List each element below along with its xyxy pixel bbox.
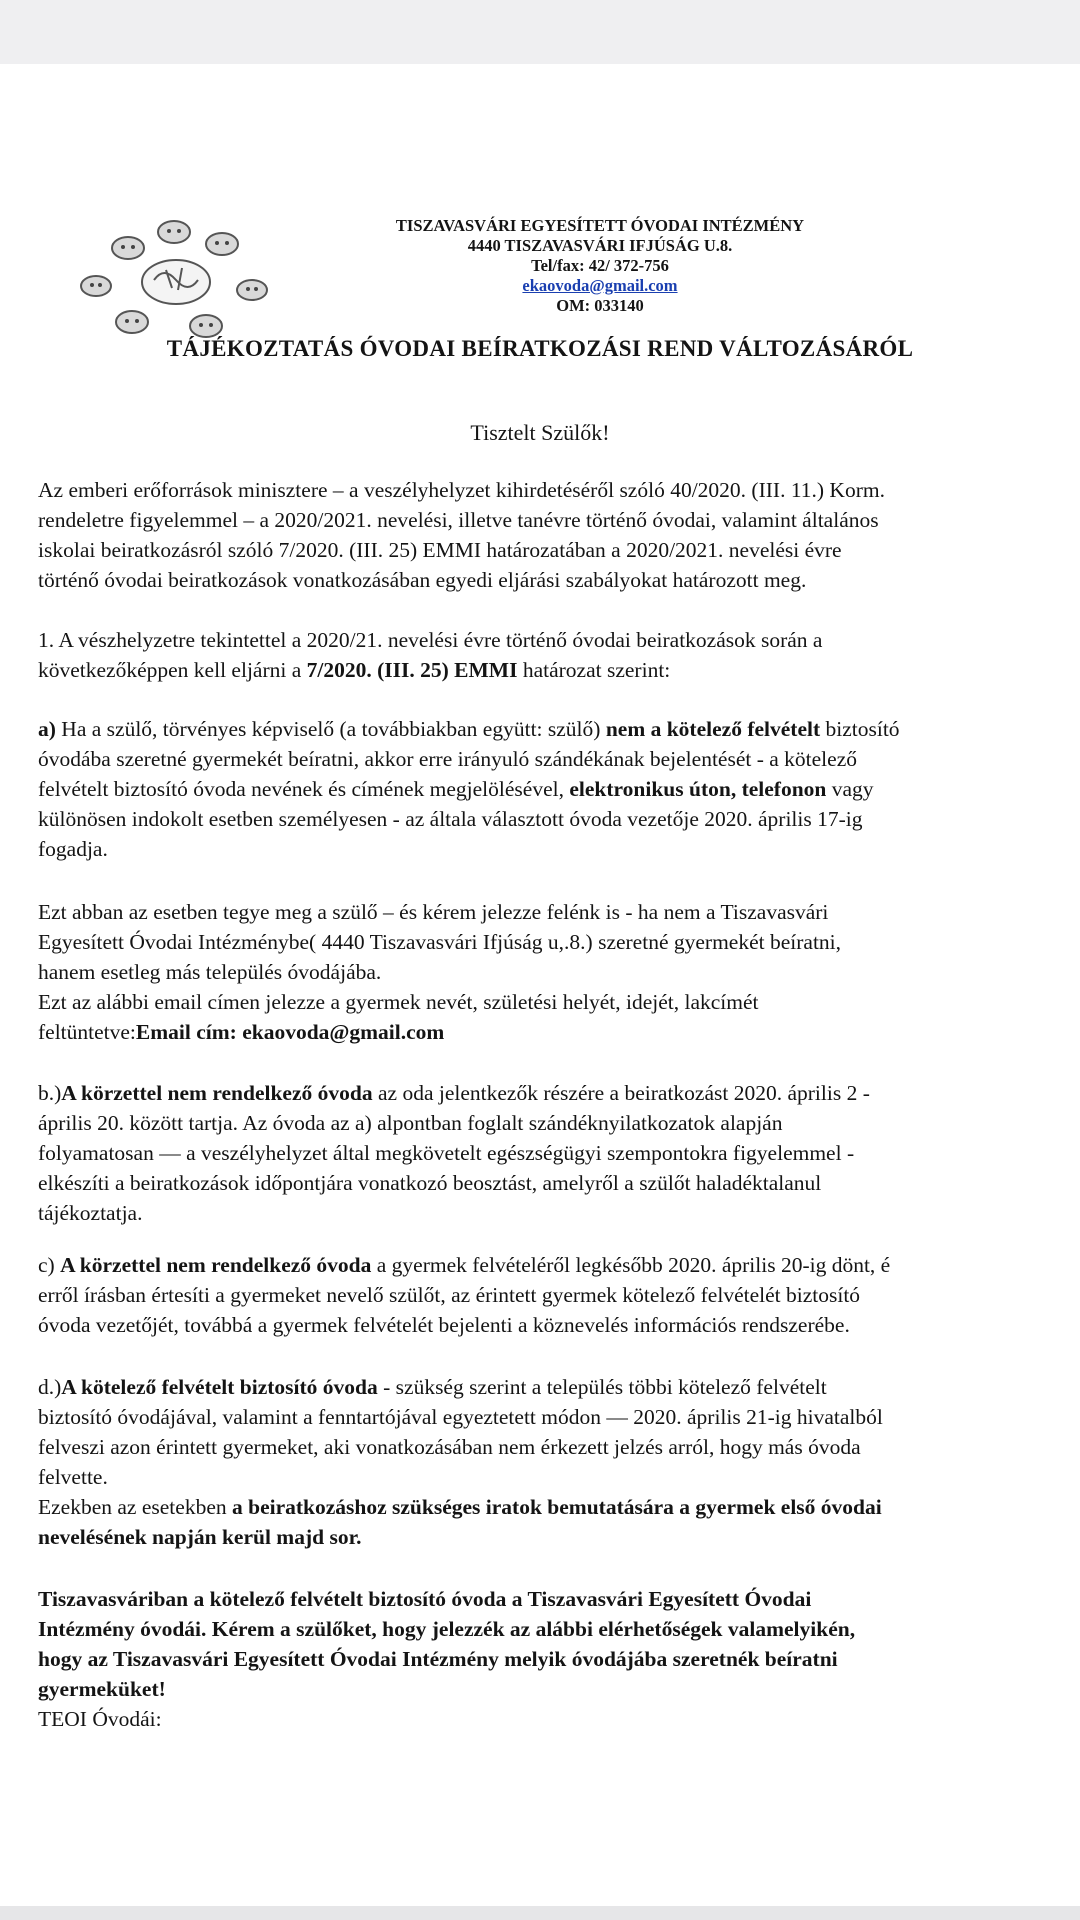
text-line <box>38 1078 870 1108</box>
text-line <box>38 1250 890 1280</box>
bold-text: elektronikus úton, telefonon <box>569 777 827 801</box>
text-span: határozat szerint: <box>517 658 671 682</box>
text-line: óvoda vezetőjét, továbbá a gyermek felvételét bejelenti a köznevelés információs rendszerébe. <box>38 1313 850 1337</box>
text-line: rendeletre figyelemmel – a 2020/2021. nevelési, illetve tanévre történő óvodai, valamint általános <box>38 508 879 532</box>
bold-text: A körzettel nem rendelkező óvoda <box>60 1253 372 1277</box>
kindergarten-logo-icon <box>76 192 276 352</box>
institution-name: TISZAVASVÁRI EGYESÍTETT ÓVODAI INTÉZMÉNY <box>395 216 805 235</box>
text-line: felveszi azon érintett gyermeket, aki vonatkozásában nem érkezett jelzés arról, hogy más óvoda <box>38 1435 861 1459</box>
text-line <box>38 714 900 744</box>
intro-paragraph <box>38 475 885 595</box>
text-line: 1. A vészhelyzetre tekintettel a 2020/21. nevelési évre történő óvodai beiratkozások során a <box>38 628 823 652</box>
email-contact: Email cím: ekaovoda@gmail.com <box>135 1020 445 1044</box>
text-line: felvette. <box>38 1465 108 1489</box>
text-line: fogadja. <box>38 837 108 861</box>
text-span: vagy <box>826 777 874 801</box>
bold-text: a) <box>38 717 56 741</box>
institution-phone: Tel/fax: 42/ 372-756 <box>531 256 669 275</box>
viewer-top-bar <box>0 0 1080 64</box>
text-line: biztosító óvodájával, valamint a fenntartójával egyeztetett módon — 2020. április 21-ig hivatalból <box>38 1405 883 1429</box>
bold-text: nem a kötelező felvételt <box>605 717 821 741</box>
text-line: óvodába szeretné gyermekét beíratni, akkor erre irányuló szándékának bejelentését - a kötelező <box>38 747 857 771</box>
bold-text: Tiszavasváriban a kötelező felvételt biztosító óvoda a Tiszavasvári Egyesített Óvodai <box>38 1587 812 1611</box>
text-span: a gyermek felvételéről legkésőbb 2020. április 20-ig dönt, é <box>371 1253 891 1277</box>
text-span: következőképpen kell eljárni a <box>38 658 307 682</box>
text-span: felvételt biztosító óvoda nevének és címének megjelölésével, <box>38 777 570 801</box>
text-line: hanem esetleg más település óvodájába. <box>38 960 382 984</box>
bold-text: nevelésének napján kerül majd sor. <box>38 1525 362 1549</box>
institution-om: OM: 033140 <box>556 296 644 315</box>
bold-text: A körzettel nem rendelkező óvoda <box>61 1081 373 1105</box>
text-line <box>38 1372 883 1402</box>
text-line <box>38 1522 883 1552</box>
document-page <box>0 64 1080 1906</box>
salutation: Tisztelt Szülők! <box>470 420 610 445</box>
text-line <box>38 1492 883 1522</box>
bold-text: a beiratkozáshoz szükséges iratok bemutatására a gyermek első óvodai <box>231 1495 882 1519</box>
bold-text: hogy az Tiszavasvári Egyesített Óvodai Intézmény melyik óvodájába szeretnék beíratni <box>38 1647 838 1671</box>
text-span: az oda jelentkezők részére a beiratkozást 2020. április 2 - <box>372 1081 870 1105</box>
bold-text: A kötelező felvételt biztosító óvoda <box>61 1375 378 1399</box>
bold-text: gyermeküket! <box>38 1677 166 1701</box>
text-line: különösen indokolt esetben személyesen - az általa választott óvoda vezetője 2020. április 17-ig <box>38 807 863 831</box>
text-span: feltüntetve: <box>38 1020 136 1044</box>
text-line: Ezt abban az esetben tegye meg a szülő – és kérem jelezze felénk is - ha nem a Tiszavasvári <box>38 900 829 924</box>
section-c-paragraph <box>38 1250 890 1340</box>
text-span: Ha a szülő, törvényes képviselő (a továbbiakban együtt: szülő) <box>55 717 606 741</box>
text-line: Ezt az alábbi email címen jelezze a gyermek nevét, születési helyét, idejét, lakcímét <box>38 990 759 1014</box>
text-line <box>38 1614 855 1644</box>
text-line: erről írásban értesíti a gyermeket nevelő szülőt, az érintett gyermek kötelező felvételét biztosító <box>38 1283 861 1307</box>
text-line: Az emberi erőforrások minisztere – a veszélyhelyzet kihirdetéséről szóló 40/2020. (III. 11.) Korm. <box>38 478 885 502</box>
text-line: TEOI Óvodái: <box>38 1707 162 1731</box>
text-line: április 20. között tartja. Az óvoda az a) alpontban foglalt szándéknyilatkozatok alapján <box>38 1111 783 1135</box>
text-line <box>38 1674 855 1704</box>
text-line: tájékoztatja. <box>38 1201 143 1225</box>
text-span: - szükség szerint a település többi kötelező felvételt <box>377 1375 827 1399</box>
text-span: biztosító <box>820 717 900 741</box>
text-line: Egyesített Óvodai Intézménybe( 4440 Tiszavasvári Ifjúság u,.8.) szeretné gyermekét beíratni, <box>38 930 842 954</box>
text-line <box>38 774 900 804</box>
text-line <box>38 1584 855 1614</box>
text-span: b.) <box>38 1081 62 1105</box>
text-span: d.) <box>38 1375 62 1399</box>
text-line <box>38 655 822 685</box>
section-b-paragraph <box>38 1078 870 1228</box>
bold-text: 7/2020. (III. 25) EMMI <box>306 658 518 682</box>
letterhead <box>300 216 900 316</box>
institution-email-link[interactable]: ekaovoda@gmail.com <box>522 276 678 295</box>
text-line: folyamatosan — a veszélyhelyzet által megkövetelt egészségügyi szempontokra figyelemmel - <box>38 1141 855 1165</box>
institution-address: 4440 TISZAVASVÁRI IFJÚSÁG U.8. <box>467 236 733 255</box>
section-1-paragraph <box>38 625 822 685</box>
text-line <box>38 1017 841 1047</box>
section-a-paragraph <box>38 714 900 864</box>
section-d-paragraph <box>38 1372 883 1552</box>
viewer-bottom-bar <box>0 1906 1080 1920</box>
text-span: c) <box>38 1253 61 1277</box>
text-line: elkészíti a beiratkozások időpontjára vonatkozó beosztást, amelyről a szülőt haladéktalanul <box>38 1171 822 1195</box>
document-title: TÁJÉKOZTATÁS ÓVODAI BEÍRATKOZÁSI REND VÁLTOZÁSÁRÓL <box>166 336 914 361</box>
notice-paragraph <box>38 897 841 1047</box>
bold-text: Intézmény óvodái. Kérem a szülőket, hogy jelezzék az alábbi elérhetőségek valamelyikén, <box>38 1617 856 1641</box>
text-span: Ezekben az esetekben <box>38 1495 232 1519</box>
text-line <box>38 1644 855 1674</box>
text-line: történő óvodai beiratkozások vonatkozásában egyedi eljárási szabályokat határozott meg. <box>38 568 807 592</box>
text-line: iskolai beiratkozásról szóló 7/2020. (III. 25) EMMI határozatában a 2020/2021. nevelési évre <box>38 538 842 562</box>
closing-paragraph <box>38 1584 855 1734</box>
